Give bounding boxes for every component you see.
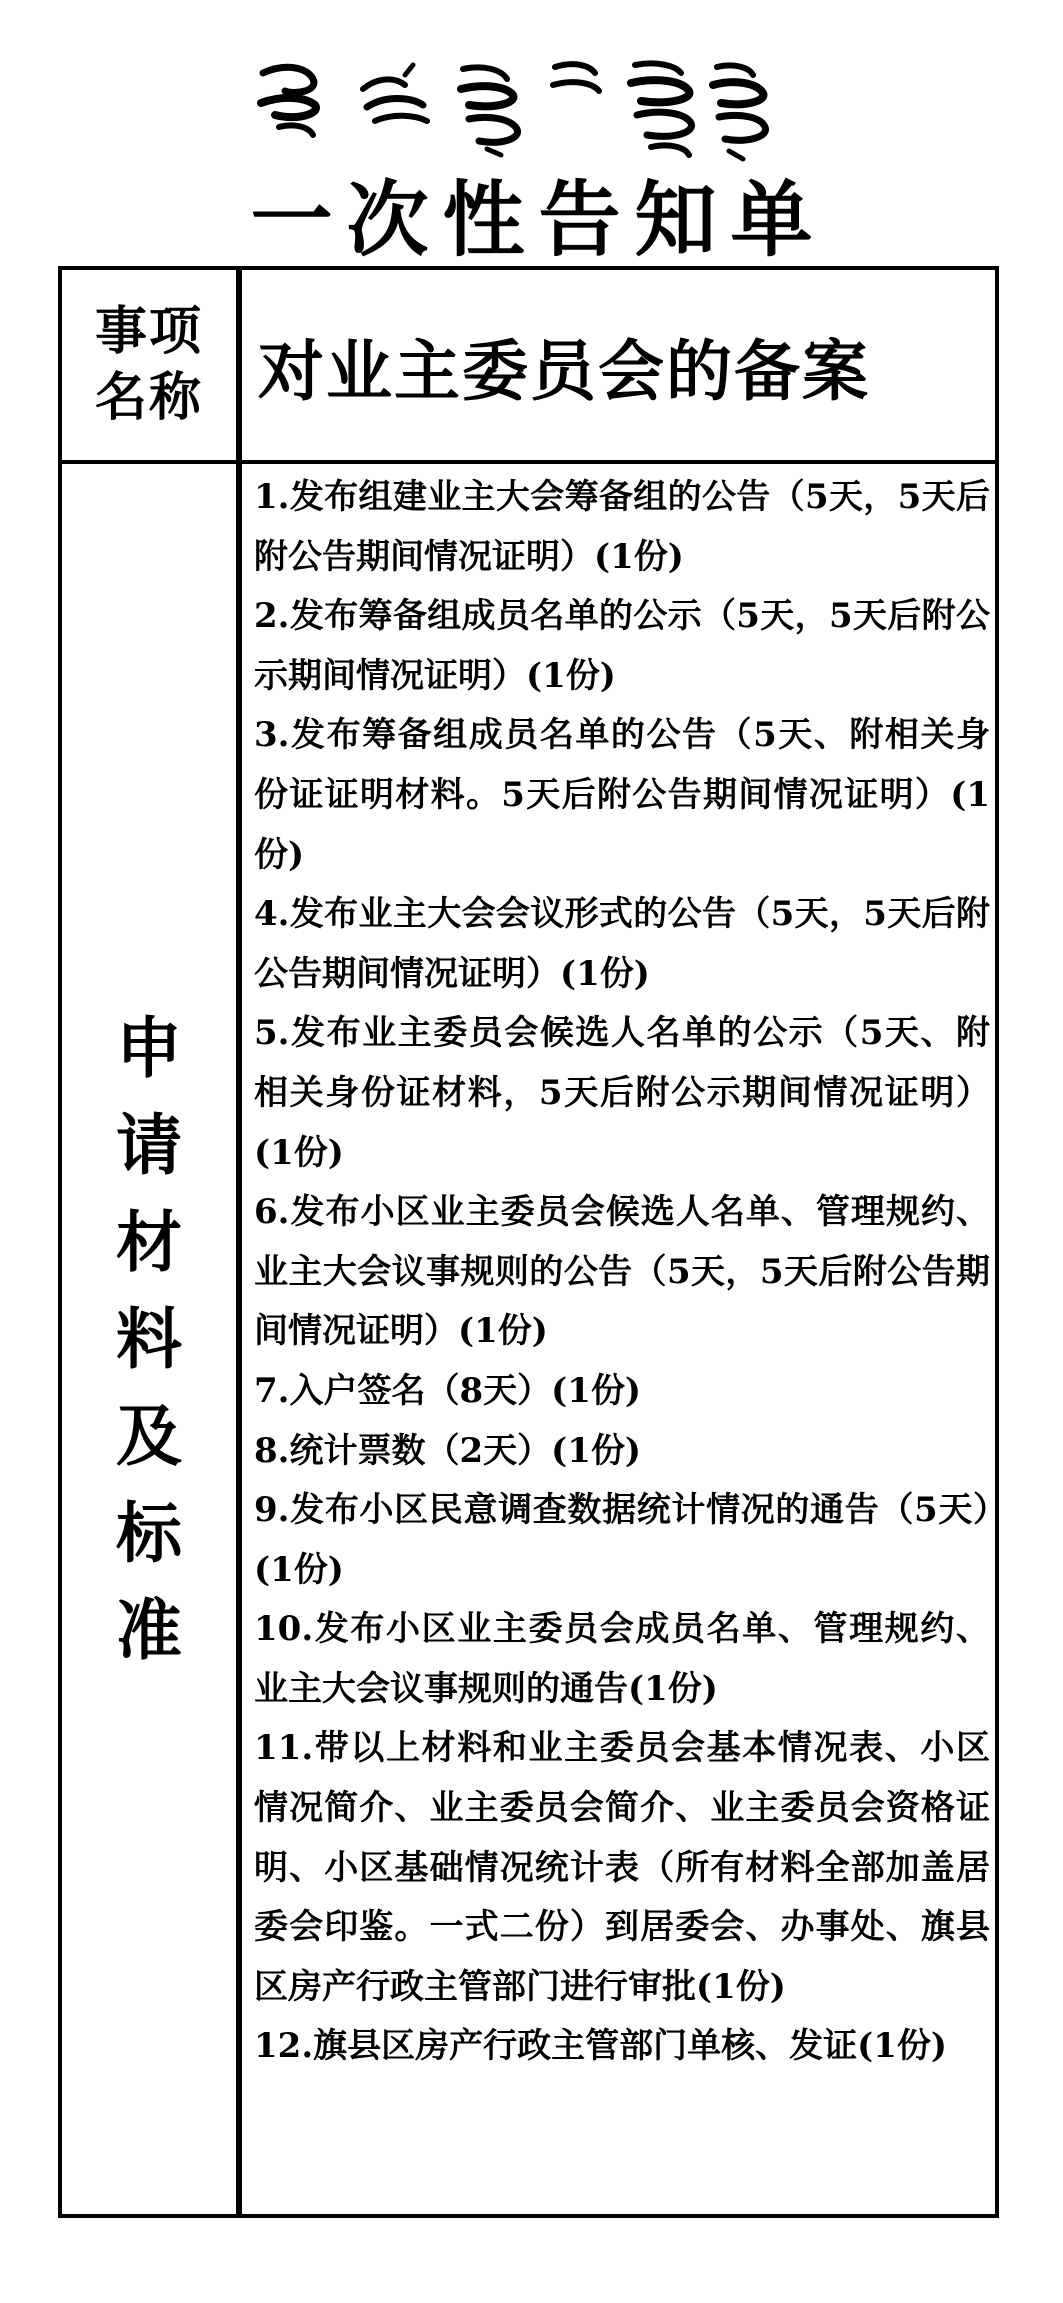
material-item: 6.发布小区业主委员会候选人名单、管理规约、业主大会议事规则的公告（5天，5天后附公告期间情况证明）(1份) [254,1192,990,1352]
material-item: 2.发布筹备组成员名单的公示（5天，5天后附公示期间情况证明）(1份) [254,596,990,696]
material-item: 5.发布业主委员会候选人名单的公示（5天、附相关身份证材料，5天后附公示期间情况证明）(1份) [254,1013,990,1173]
column-divider [236,270,242,2214]
materials-label-char: 请 [116,1105,182,1184]
material-item: 8.统计票数（2天）(1份) [254,1430,641,1471]
materials-label-char: 申 [116,1008,182,1087]
materials-list [254,468,990,2077]
notice-table [58,266,999,2218]
material-item: 12.旗县区房产行政主管部门单核、发证(1份) [254,2026,947,2067]
materials-label-char: 及 [116,1396,182,1475]
materials-label-char: 材 [116,1202,182,1281]
material-item: 11.带以上材料和业主委员会基本情况表、小区情况简介、业主委员会简介、业主委员会资格证明、小区基础情况统计表（所有材料全部加盖居委会印鉴。一式二份）到居委会、办事处、旗县区房产行政主管部门进行审批(1份) [254,1728,990,2007]
material-item: 4.发布业主大会会议形式的公告（5天，5天后附公告期间情况证明）(1份) [254,894,990,994]
materials-label-char: 标 [116,1493,182,1572]
material-item: 10.发布小区业主委员会成员名单、管理规约、业主大会议事规则的通告(1份) [254,1609,990,1709]
material-item: 9.发布小区民意调查数据统计情况的通告（5天）(1份) [254,1490,990,1590]
item-name-value: 对业主委员会的备案 [258,331,870,410]
item-name-label-line-2: 名称 [94,367,203,428]
mongolian-script-header [255,55,775,165]
page-title: 一次性告知单 [250,172,827,268]
item-name-label [62,270,236,460]
material-item: 3.发布筹备组成员名单的公告（5天、附相关身份证证明材料。5天后附公告期间情况证明）(1份) [254,715,990,875]
material-item: 7.入户签名（8天）(1份) [254,1370,641,1411]
materials-label [62,464,236,2214]
materials-label-char: 料 [116,1299,182,1378]
material-item: 1.发布组建业主大会筹备组的公告（5天，5天后附公告期间情况证明）(1份) [254,477,990,577]
item-name-label-line-1: 事项 [94,301,203,362]
materials-label-char: 准 [116,1590,182,1669]
